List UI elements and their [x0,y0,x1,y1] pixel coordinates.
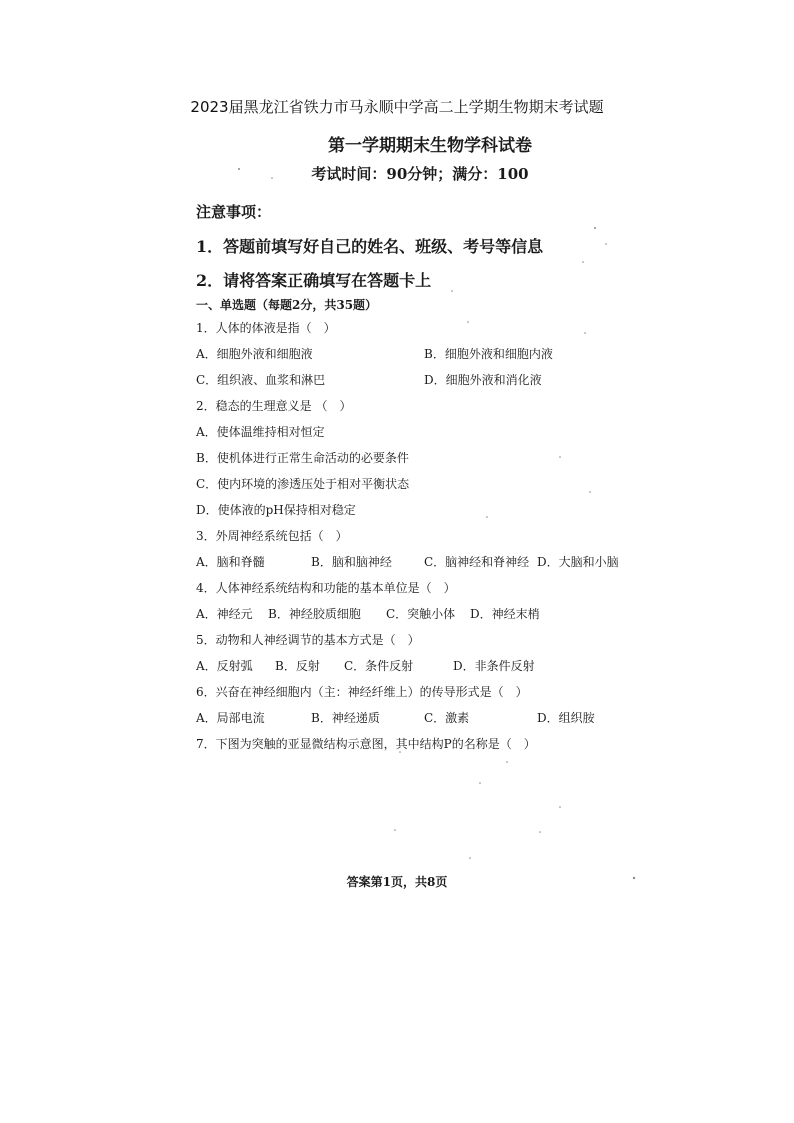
question-option: B．神经胶质细胞 [268,607,361,621]
notice-item: 1．答题前填写好自己的姓名、班级、考号等信息 [196,237,544,256]
exam-name: 第一学期期末生物学科试卷 [328,136,532,156]
question-option: D．神经末梢 [470,607,540,621]
question-option: D．大脑和小脑 [537,555,619,569]
notice-heading: 注意事项： [196,203,272,221]
question-option: A．细胞外液和细胞液 [196,347,313,361]
question-option: B．细胞外液和细胞内液 [424,347,553,361]
question-option: B．脑和脑神经 [311,555,392,569]
question-option: C．使内环境的渗透压处于相对平衡状态 [196,477,410,491]
notice-item: 2．请将答案正确填写在答题卡上 [196,271,432,290]
question-option: D．组织胺 [537,711,595,725]
question-option: D．细胞外液和消化液 [424,373,542,387]
question-option: A．反射弧 [196,659,253,673]
exam-meta: 考试时间：90分钟；满分：100 [311,165,529,183]
page-footer: 答案第1页，共8页 [346,875,448,889]
question-option: A．使体温维持相对恒定 [196,425,325,439]
question-option: C．脑神经和脊神经 [424,555,530,569]
question-stem: 2．稳态的生理意义是 （ ） [196,399,352,413]
section-heading: 一、单选题（每题2分，共35题） [196,298,378,312]
question-option: A．脑和脊髓 [196,555,265,569]
question-stem: 4．人体神经系统结构和功能的基本单位是（ ） [196,581,456,595]
question-option: C．突触小体 [386,607,456,621]
question-option: C．组织液、血浆和淋巴 [196,373,326,387]
question-option: C．条件反射 [344,659,414,673]
question-option: A．局部电流 [196,711,265,725]
question-option: B．使机体进行正常生命活动的必要条件 [196,451,409,465]
question-option: B．反射 [275,659,320,673]
question-stem: 5．动物和人神经调节的基本方式是（ ） [196,633,420,647]
question-option: B．神经递质 [311,711,380,725]
question-stem: 1．人体的体液是指（ ） [196,321,336,335]
question-option: D．使体液的pH保持相对稳定 [196,503,356,517]
question-stem: 3．外周神经系统包括（ ） [196,529,348,543]
question-option: C．激素 [424,711,470,725]
question-stem: 6．兴奋在神经细胞内（主：神经纤维上）的传导形式是（ ） [196,685,528,699]
question-stem: 7．下图为突触的亚显微结构示意图，其中结构P的名称是（ ） [196,737,536,751]
question-option: A．神经元 [196,607,253,621]
question-option: D．非条件反射 [453,659,535,673]
document-title: 2023届黑龙江省铁力市马永顺中学高二上学期生物期末考试题 [190,98,604,116]
